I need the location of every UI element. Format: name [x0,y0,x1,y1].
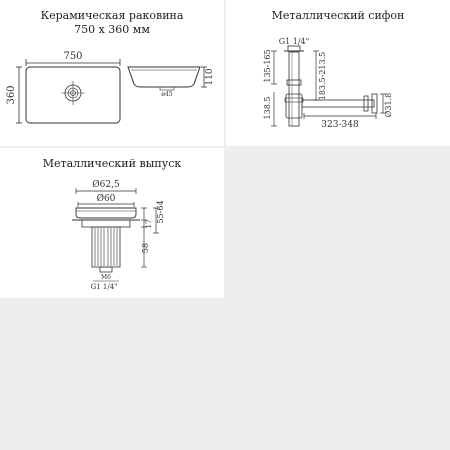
siphon-pipe-diameter-label: Ø31.8 [384,92,393,118]
siphon-title: Металлический сифон [271,9,405,22]
siphon-upper-range-label: 135-165 [263,49,272,83]
outlet-title: Металлический выпуск [42,157,182,170]
outlet-nut [100,267,112,272]
siphon-drawing [226,0,450,146]
outlet-inner-diameter-label: Ø60 [96,194,116,204]
siphon-horizontal-pipe [302,100,374,107]
sink-title-line2: 750 х 360 мм [74,23,150,36]
outlet-thread-label: G1 1/4" [90,283,118,291]
siphon-vertical-tube [289,52,299,126]
siphon-thread-label: G1 1/4" [278,37,310,46]
siphon-middle-range-label: 183.5-213.5 [318,51,327,101]
siphon-trap [286,94,302,118]
outlet-nut-label: M6 [101,274,111,281]
outlet-drawing [0,148,224,298]
drain-diameter-label: ø45 [161,91,173,98]
outlet-range-label: 55-64 [156,200,165,224]
sink-height-label: 110 [205,68,215,86]
siphon-lower-height-label: 138.5 [263,96,272,120]
sink-width-label: 750 [63,51,83,62]
sink-title-line1: Керамическая раковина [40,9,184,22]
outlet-threaded-body [92,227,120,267]
outlet-small-height-label: 17 [145,219,153,229]
sink-panel [0,0,224,146]
siphon-panel [226,0,450,146]
outlet-outer-diameter-label: Ø62,5 [92,180,120,190]
siphon-length-label: 323-348 [321,120,359,130]
sink-depth-label: 360 [6,85,17,105]
outlet-cap [76,208,136,218]
outlet-body-height-label: 58 [141,242,150,254]
sink-drawing [0,0,224,146]
outlet-panel [0,148,224,298]
